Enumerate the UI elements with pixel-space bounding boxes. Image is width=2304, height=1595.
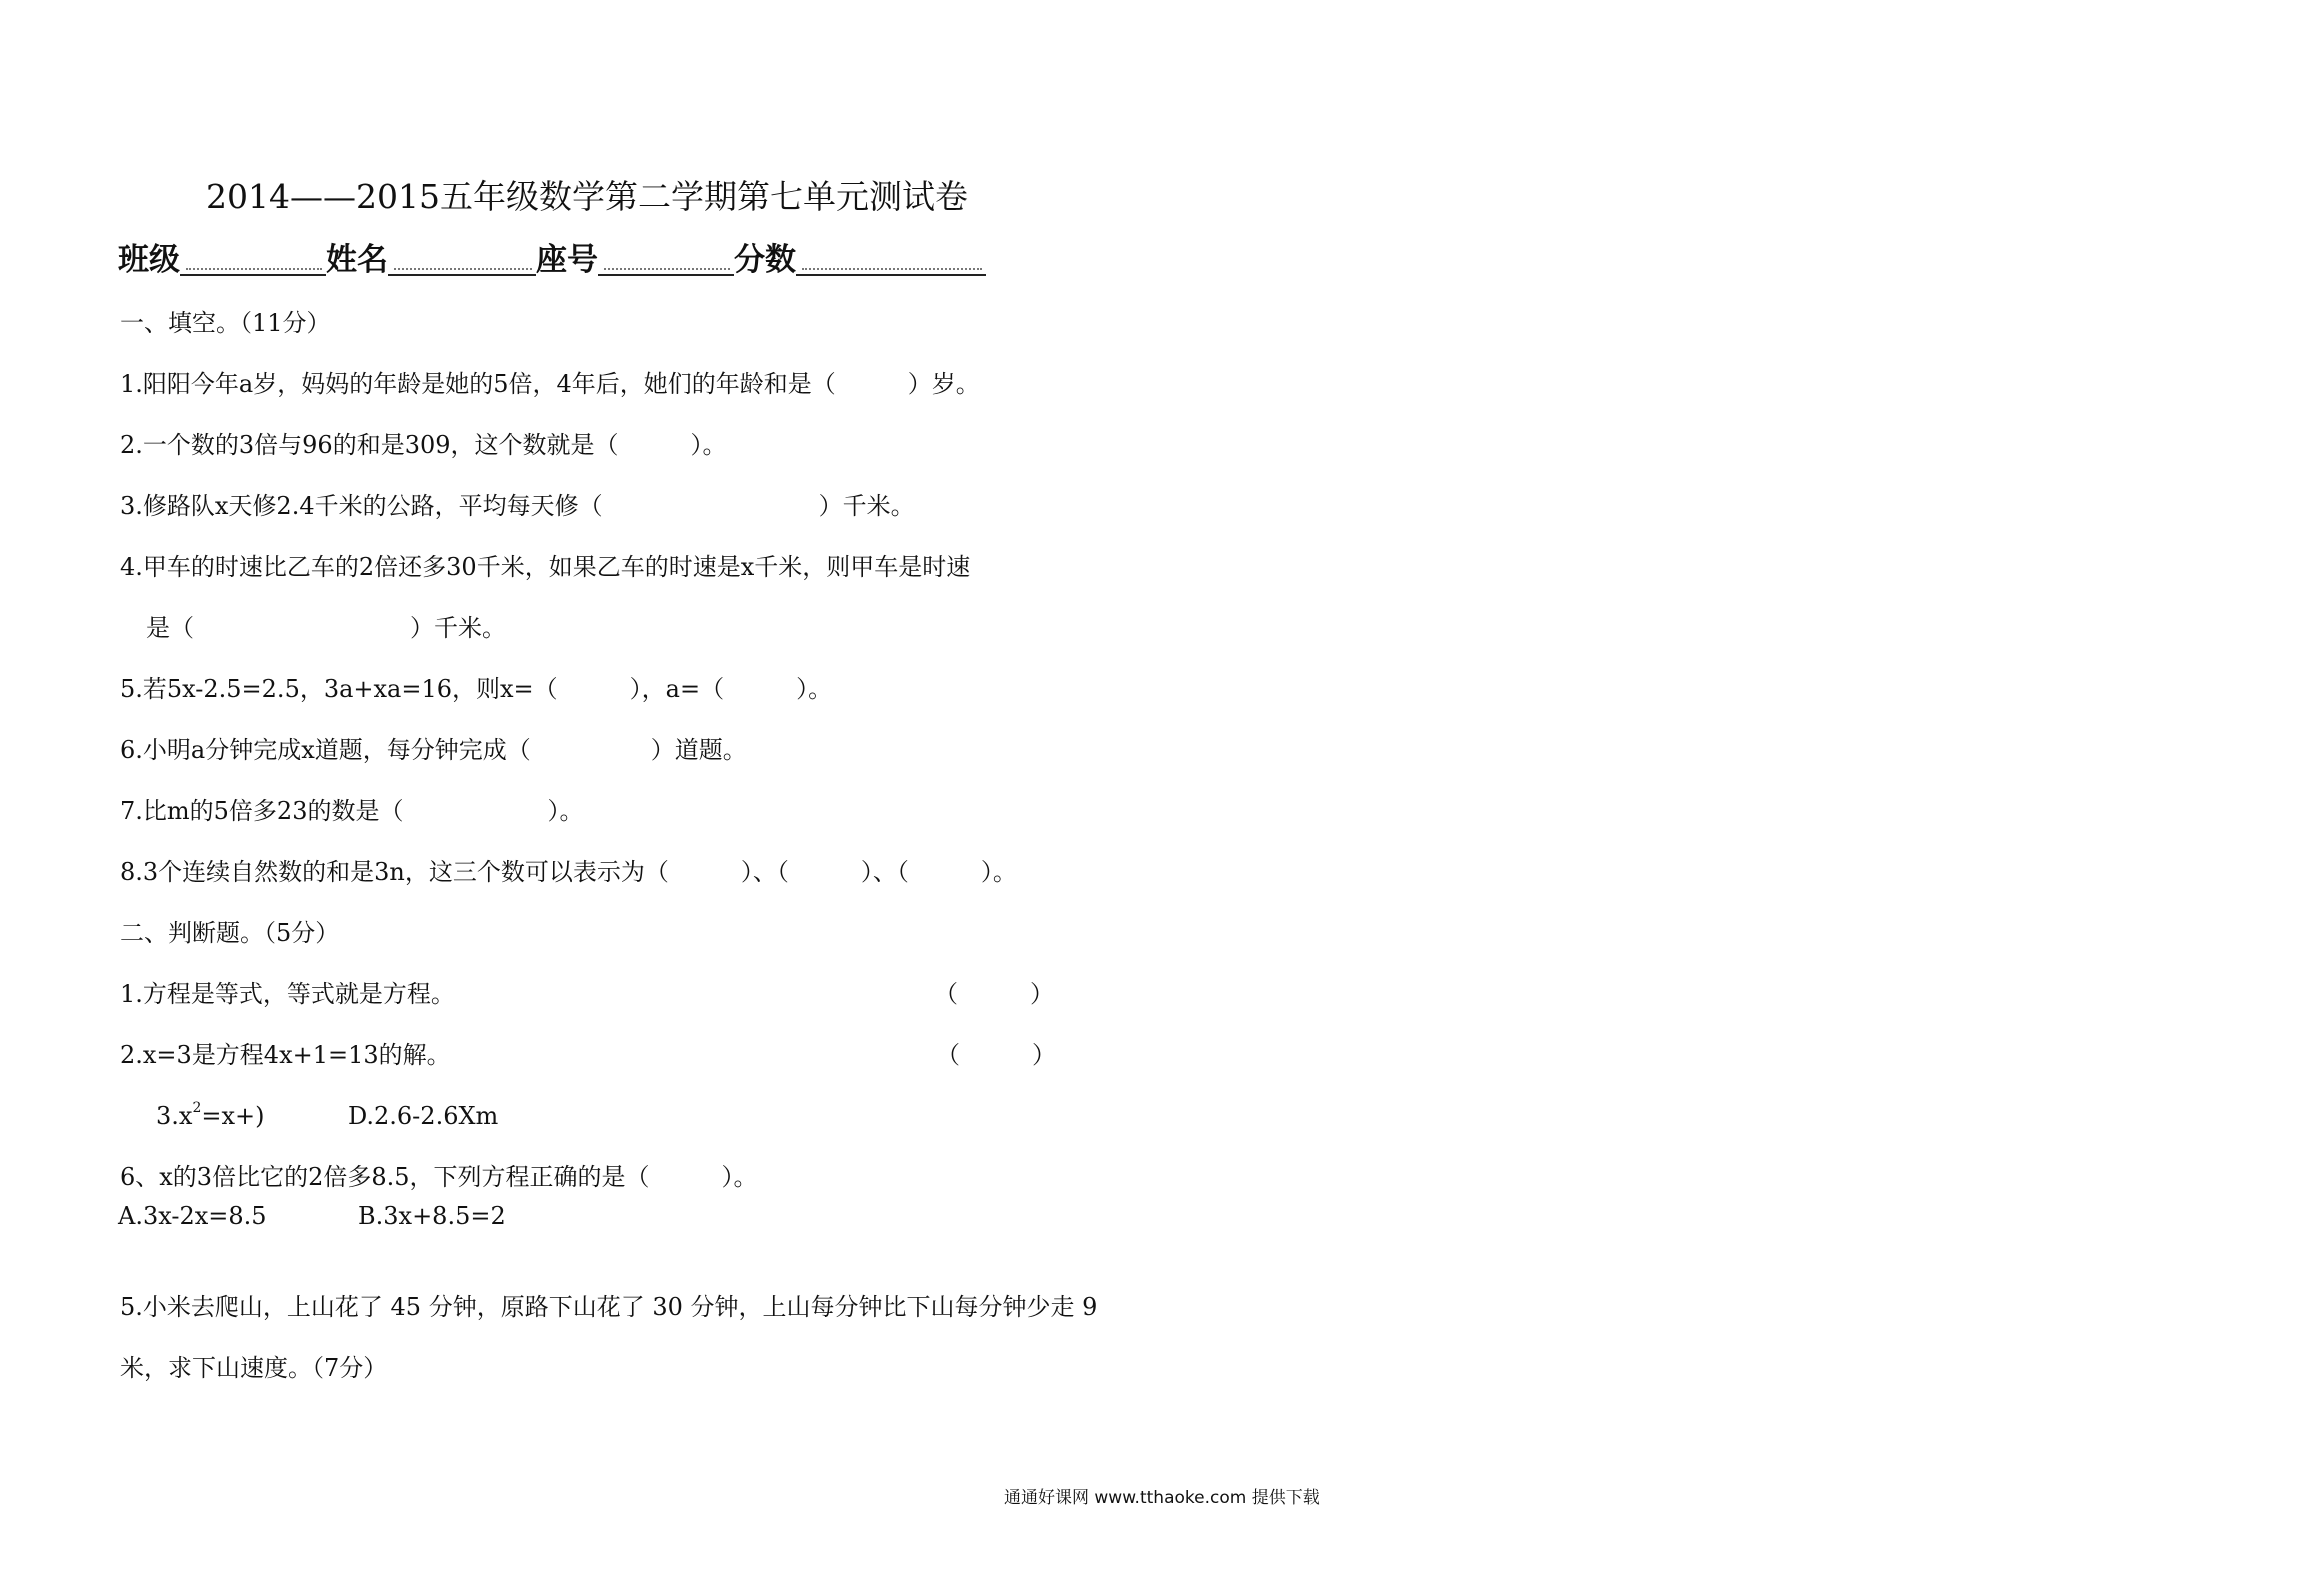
section1-heading: 一、填空。（11分） bbox=[120, 309, 331, 337]
word-problem-line1: 5.小米去爬山，上山花了 45 分钟，原路下山花了 30 分钟，上山每分钟比下山每分钟少走 9 bbox=[120, 1293, 1098, 1321]
judge-answer-1: （ ） bbox=[934, 980, 1054, 1008]
name-blank bbox=[388, 244, 536, 276]
judge-question-1: 1.方程是等式，等式就是方程。 bbox=[120, 980, 455, 1008]
score-blank bbox=[796, 244, 986, 276]
name-label: 姓名 bbox=[326, 242, 388, 278]
judge-question-3-post: =x+) bbox=[201, 1102, 265, 1130]
fill-question-2: 2.一个数的3倍与96的和是309，这个数就是（ ）。 bbox=[120, 431, 727, 459]
class-label: 班级 bbox=[118, 242, 180, 278]
seat-label: 座号 bbox=[536, 242, 598, 278]
judge-question-3 bbox=[156, 1101, 264, 1135]
seat-blank bbox=[598, 244, 734, 276]
fill-question-6: 6.小明a分钟完成x道题，每分钟完成（ ）道题。 bbox=[120, 736, 747, 764]
judge-option-d: D.2.6-2.6Xm bbox=[348, 1102, 499, 1130]
score-label: 分数 bbox=[734, 242, 796, 278]
fill-question-4-line1: 4.甲车的时速比乙车的2倍还多30千米，如果乙车的时速是x千米，则甲车是时速 bbox=[120, 553, 971, 581]
section2-heading: 二、判断题。（5分） bbox=[120, 919, 340, 947]
judge-question-2: 2.x=3是方程4x+1=13的解。 bbox=[120, 1041, 451, 1069]
student-info-row bbox=[118, 240, 986, 280]
choice-option-a: A.3x-2x=8.5 bbox=[118, 1202, 267, 1230]
judge-answer-2: （ ） bbox=[936, 1041, 1056, 1069]
fill-question-8: 8.3个连续自然数的和是3n，这三个数可以表示为（ ）、（ ）、（ ）。 bbox=[120, 858, 1017, 886]
fill-question-4-line2: 是（ ）千米。 bbox=[146, 614, 506, 642]
fill-question-1: 1.阳阳今年a岁，妈妈的年龄是她的5倍，4年后，她们的年龄和是（ ）岁。 bbox=[120, 370, 980, 398]
judge-question-3-exponent: 2 bbox=[192, 1100, 202, 1116]
page-title: 2014——2015五年级数学第二学期第七单元测试卷 bbox=[206, 177, 968, 216]
word-problem-line2: 米，求下山速度。（7分） bbox=[120, 1354, 388, 1382]
footer-credit: 通通好课网 www.tthaoke.com 提供下载 bbox=[1004, 1488, 1320, 1508]
fill-question-7: 7.比m的5倍多23的数是（ ）。 bbox=[120, 797, 584, 825]
judge-question-3-pre: 3.x bbox=[156, 1102, 193, 1130]
fill-question-5: 5.若5x-2.5=2.5，3a+xa=16，则x=（ ），a=（ ）。 bbox=[120, 675, 833, 703]
fill-question-3: 3.修路队x天修2.4千米的公路，平均每天修（ ）千米。 bbox=[120, 492, 915, 520]
class-blank bbox=[180, 244, 326, 276]
choice-question-6: 6、x的3倍比它的2倍多8.5，下列方程正确的是（ ）。 bbox=[120, 1163, 758, 1191]
choice-option-b: B.3x+8.5=2 bbox=[358, 1202, 506, 1230]
